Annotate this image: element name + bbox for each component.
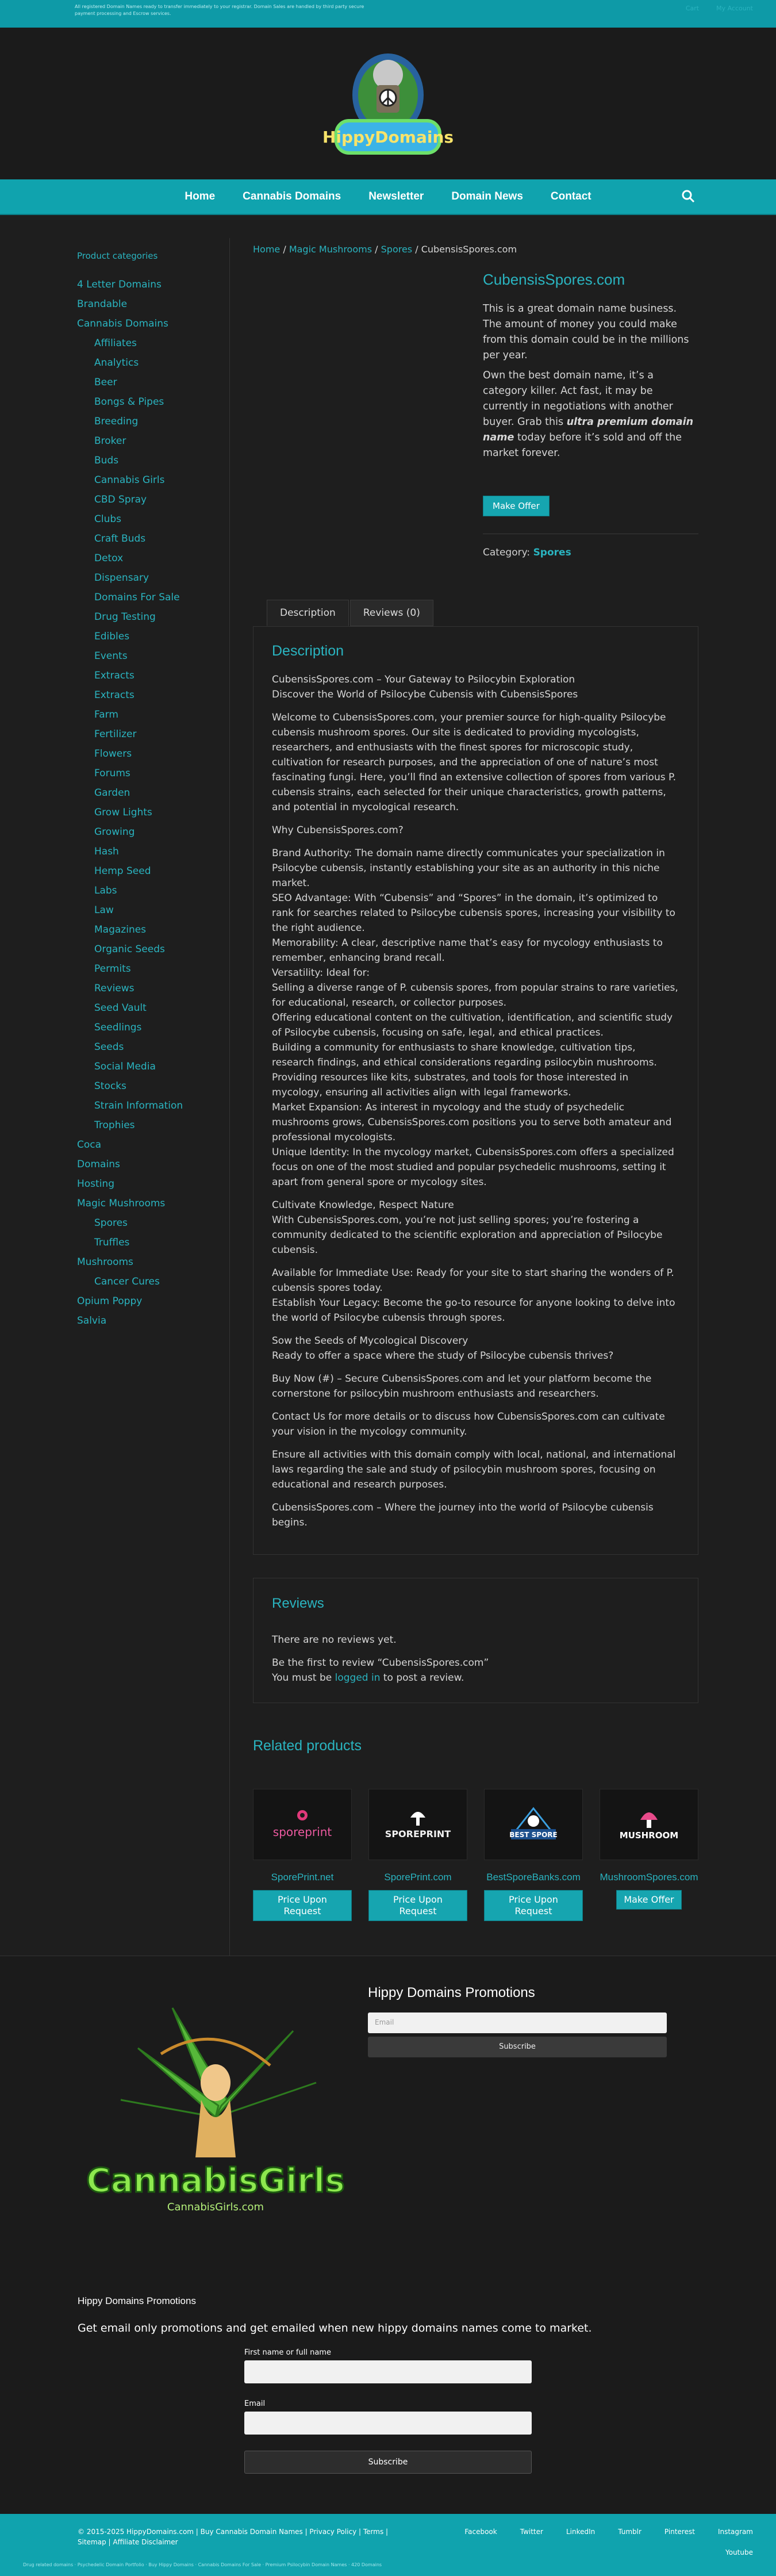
related-card (253, 1789, 352, 1921)
category-link[interactable]: Social Media (94, 1061, 156, 1072)
paragraph-gap (272, 1401, 679, 1409)
category-link[interactable]: Cancer Cures (94, 1276, 160, 1287)
tab-description[interactable]: Description (267, 600, 349, 626)
breadcrumb (253, 244, 698, 255)
newsletter-lead: Get email only promotions and get emailed when new hippy domains names come to market. (78, 2322, 592, 2334)
site-logo[interactable] (313, 40, 463, 167)
related-name[interactable]: SporePrint.net (271, 1872, 334, 1883)
product-summary-area (253, 271, 698, 558)
category-link[interactable]: Seedlings (94, 1022, 142, 1033)
description-line: With CubensisSpores.com, you’re not just selling spores; you’re fostering a community dedicated to the scientific exploration and appreciation of Psilocybe cubensis. (272, 1214, 663, 1256)
sporeprint-mushroom-icon (375, 1801, 461, 1847)
category-link[interactable]: Dispensary (94, 572, 149, 584)
description-body (272, 672, 679, 1538)
paragraph-gap (272, 1530, 679, 1538)
category-link[interactable]: Mushrooms (77, 1256, 133, 1268)
category-link[interactable]: Grow Lights (94, 807, 152, 818)
paragraph-gap (272, 1190, 679, 1198)
promo-heading: Hippy Domains Promotions (368, 1985, 535, 2000)
product-pitch (483, 368, 698, 461)
description-paragraph (272, 1371, 679, 1401)
description-line: Offering educational content on the cultivation, identification, and scientific study of Psilocybe cubensis, focusing on safe, legal, and ethical practices. (272, 1012, 673, 1038)
product-title: CubensisSpores.com (483, 271, 625, 288)
category-link[interactable]: Law (94, 904, 114, 916)
category-link[interactable]: Truffles (94, 1237, 130, 1248)
no-reviews-text: There are no reviews yet. (272, 1634, 397, 1646)
category-label: Category: (483, 547, 533, 558)
description-line: Welcome to CubensisSpores.com, your premier source for high-quality Psilocybe cubensis mushroom spores. Our site is dedicated to providing mycologists, researchers, and enthusiasts with the finest spores for microscopic study, cultivation for research purposes, and the appreciation of one of nature’s most fascinating fungi. Here, you’ll find an extensive collection of spores from various P. cubensis strains, each selected for their unique characteristics, growth patterns, and potential in mycological research. (272, 712, 676, 813)
breadcrumb-current: CubensisSpores.com (421, 244, 517, 255)
social-pinterest[interactable]: Pinterest (664, 2528, 695, 2536)
description-line: Buy Now (#) – Secure CubensisSpores.com and let your platform become the cornerstone for psilocybin mushroom enthusiasts and researchers. (272, 1373, 652, 1400)
price-upon-request-button[interactable]: Price Upon Request (253, 1890, 352, 1921)
email-input[interactable] (244, 2412, 532, 2435)
description-heading: Description (272, 643, 344, 659)
description-line: Versatility: Ideal for: (272, 967, 370, 979)
paragraph-gap (272, 702, 679, 710)
description-line: Memorability: A clear, descriptive name that’s easy for mycology enthusiasts to remember, enhancing brand recall. (272, 937, 663, 964)
top-links (686, 3, 753, 12)
related-card (368, 1789, 467, 1921)
paragraph-gap (272, 1258, 679, 1266)
description-paragraph (272, 1333, 679, 1363)
tab-reviews[interactable]: Reviews (0) (350, 600, 433, 626)
social-tumblr[interactable]: Tumblr (618, 2528, 641, 2536)
category-link[interactable]: Beer (94, 377, 117, 388)
category-link[interactable]: Domains For Sale (94, 592, 180, 603)
description-paragraph (272, 823, 679, 838)
logo-text: HippyDomains (322, 128, 454, 147)
first-review-text: Be the first to review “CubensisSpores.com” (272, 1657, 489, 1669)
product-summary (483, 271, 698, 558)
category-link[interactable]: Brandable (77, 298, 128, 310)
paragraph-gap (272, 1492, 679, 1500)
description-panel (253, 626, 698, 1555)
description-line: Unique Identity: In the mycology market, CubensisSpores.com offers a specialized focus on one of the most studied and popular psychedelic mushrooms, setting it apart from general spore or mycology sites. (272, 1147, 674, 1188)
category-link[interactable]: Spores (94, 1217, 128, 1229)
top-bar-note: All registered Domain Names ready to transfer immediately to your registrar. Domain Sales are handled by third party secure payment processing and Escrow services. (75, 4, 364, 16)
paragraph-gap (272, 1325, 679, 1333)
spacer (253, 1921, 698, 1956)
category-link[interactable]: Labs (94, 885, 117, 896)
category-link[interactable]: Magazines (94, 924, 147, 936)
best-spore-logo-text: BEST SPORE (509, 1831, 558, 1839)
description-paragraph (272, 1447, 679, 1492)
category-link[interactable]: Hemp Seed (94, 865, 151, 877)
category-link[interactable]: Seed Vault (94, 1002, 147, 1014)
promo-signup-form (368, 1985, 667, 2244)
product-tabs (267, 600, 698, 626)
newsletter-subscribe-button[interactable]: Subscribe (244, 2451, 532, 2474)
breadcrumb-sep: / (372, 244, 381, 255)
category-link[interactable]: Flowers (94, 748, 132, 760)
description-paragraph (272, 1198, 679, 1258)
site-header (0, 28, 776, 179)
cannabis-leaf-icon (75, 1985, 356, 2244)
category-link[interactable]: Drug Testing (94, 611, 156, 623)
make-offer-button[interactable]: Make Offer (616, 1890, 681, 1910)
main-content (230, 238, 776, 1956)
description-line: Discover the World of Psilocybe Cubensis with CubensisSpores (272, 689, 578, 700)
breadcrumb-sep: / (280, 244, 289, 255)
pitch-emphasis: ultra premium domain name (483, 416, 694, 443)
content-wrap (0, 215, 776, 1956)
description-paragraph (272, 672, 679, 702)
category-link[interactable]: Seeds (94, 1041, 124, 1053)
hippy-logo-icon (313, 40, 463, 167)
promo-subscribe-button[interactable]: Subscribe (368, 2037, 667, 2057)
login-prompt-start: You must be (272, 1672, 335, 1684)
mushroom-logo-icon (606, 1801, 692, 1847)
best-spore-badge-icon (490, 1801, 577, 1847)
description-line: Brand Authority: The domain name directly communicates your specialization in Psilocybe cubensis, instantly establishing your site as an authority in this niche market. (272, 848, 665, 889)
product-image (253, 271, 483, 518)
category-link[interactable]: Permits (94, 963, 131, 975)
related-card (600, 1789, 698, 1921)
category-link[interactable]: Forums (94, 768, 130, 779)
pitch-text-end: today before it’s sold and off the market forever. (483, 432, 682, 459)
category-link[interactable]: Bongs & Pipes (94, 396, 164, 408)
related-heading: Related products (253, 1738, 362, 1754)
category-link[interactable]: Stocks (94, 1080, 126, 1092)
category-link[interactable]: Hosting (77, 1178, 114, 1190)
related-thumb-mushroomspores[interactable] (600, 1789, 698, 1860)
category-link[interactable]: CBD Spray (94, 494, 147, 505)
category-link[interactable]: Cannabis Girls (94, 474, 165, 486)
category-link[interactable]: Strain Information (94, 1100, 183, 1111)
category-link[interactable]: Extracts (94, 670, 135, 681)
product-category (483, 534, 698, 558)
newsletter-section (0, 2278, 776, 2514)
description-paragraph (272, 710, 679, 815)
category-list (77, 275, 218, 1331)
category-link[interactable]: Breeding (94, 416, 139, 427)
category-link[interactable]: Coca (77, 1139, 102, 1151)
category-link[interactable]: Extracts (94, 689, 135, 701)
category-link[interactable]: Detox (94, 553, 124, 564)
description-line: CubensisSpores.com – Your Gateway to Psilocybin Exploration (272, 674, 575, 685)
paragraph-gap (272, 815, 679, 823)
description-paragraph (272, 1409, 679, 1439)
product-intro: This is a great domain name business. The amount of money you could make from this domain could be in the millions per year. (483, 303, 689, 361)
category-link[interactable]: Cannabis Domains (77, 318, 168, 329)
related-thumb-sporeprint-com[interactable] (368, 1789, 467, 1860)
make-offer-button[interactable]: Make Offer (483, 496, 550, 516)
paragraph-gap (272, 1439, 679, 1447)
pitch-text: Own the best domain name, it’s a category killer. Act fast, it may be currently in negotiations with another buyer. Grab this (483, 370, 673, 428)
category-link[interactable]: Magic Mushrooms (77, 1198, 166, 1209)
breadcrumb-spores[interactable]: Spores (381, 244, 413, 255)
main-nav (0, 179, 776, 215)
category-link[interactable]: 4 Letter Domains (77, 279, 162, 290)
nav-cannabis-domains[interactable]: Cannabis Domains (243, 190, 341, 202)
related-products (253, 1738, 698, 1921)
description-line: Why CubensisSpores.com? (272, 825, 404, 836)
description-paragraph (272, 1266, 679, 1325)
social-linkedin[interactable]: LinkedIn (566, 2528, 596, 2536)
category-link[interactable]: Craft Buds (94, 533, 146, 545)
login-link[interactable]: logged in (335, 1672, 381, 1684)
my-account-link[interactable]: My Account (716, 5, 753, 12)
category-link[interactable]: Garden (94, 787, 130, 799)
breadcrumb-sep: / (412, 244, 421, 255)
footer-bar (0, 2514, 776, 2576)
category-link[interactable]: Fertilizer (94, 729, 137, 740)
footer-fine-print: Drug related domains · Psychedelic Domain Portfolio · Buy Hippy Domains · Cannabis Domains For Sale · Premium Psilocybin Domain Names · 420 Domains (23, 2562, 382, 2567)
description-line: CubensisSpores.com – Where the journey into the world of Psilocybe cubensis begins. (272, 1502, 654, 1528)
first-name-input[interactable] (244, 2360, 532, 2383)
paragraph-gap (272, 838, 679, 846)
social-twitter[interactable]: Twitter (520, 2528, 543, 2536)
related-name[interactable]: BestSporeBanks.com (486, 1872, 581, 1883)
category-link[interactable]: Growing (94, 826, 135, 838)
category-link[interactable]: Hash (94, 846, 119, 857)
social-links (464, 2528, 753, 2536)
category-link[interactable]: Farm (94, 709, 118, 720)
description-line: Contact Us for more details or to discuss how CubensisSpores.com can cultivate your vision in the mycology community. (272, 1411, 665, 1438)
related-name[interactable]: SporePrint.com (384, 1872, 452, 1883)
category-link[interactable]: Affiliates (94, 338, 137, 349)
category-link[interactable]: Organic Seeds (94, 944, 165, 955)
sidebar (0, 238, 230, 1956)
category-link[interactable]: Clubs (94, 513, 122, 525)
mushroom-logo-text: MUSHROOM (619, 1830, 679, 1841)
category-link[interactable]: Opium Poppy (77, 1295, 143, 1307)
promo-section (0, 1956, 776, 2278)
banner-subtitle: CannabisGirls.com (167, 2201, 264, 2213)
cannabis-girls-banner[interactable] (75, 1985, 356, 2244)
description-line: Ensure all activities with this domain comply with local, national, and international laws regarding the sale and study of psilocybin mushroom spores, focusing on educational and research purposes. (272, 1449, 676, 1490)
category-link[interactable]: Edibles (94, 631, 130, 642)
reviews-panel (253, 1578, 698, 1703)
related-thumb-sporeprint-net[interactable] (253, 1789, 352, 1860)
sidebar-heading: Product categories (77, 251, 158, 261)
social-facebook[interactable]: Facebook (464, 2528, 497, 2536)
price-upon-request-button[interactable]: Price Upon Request (368, 1890, 467, 1921)
description-line: SEO Advantage: With “Cubensis” and “Spores” in the domain, it’s optimized to rank for searches related to Psilocybe cubensis spores, increasing your visibility to the right audience. (272, 892, 675, 934)
description-line: Establish Your Legacy: Become the go-to resource for anyone looking to delve into the world of Psilocybe cubensis through spores. (272, 1297, 675, 1324)
newsletter-heading: Hippy Domains Promotions (78, 2295, 196, 2306)
newsletter-form (244, 2348, 532, 2474)
category-link[interactable]: Buds (94, 455, 119, 466)
category-link[interactable]: Analytics (94, 357, 139, 369)
email-label: Email (244, 2399, 266, 2408)
nav-home[interactable]: Home (185, 190, 216, 202)
nav-domain-news[interactable]: Domain News (451, 190, 523, 202)
search-icon[interactable] (681, 189, 696, 204)
nav-newsletter[interactable]: Newsletter (368, 190, 424, 202)
category-link-spores[interactable]: Spores (533, 547, 571, 558)
promo-email-input[interactable]: Email (368, 2012, 667, 2033)
paragraph-gap (272, 1363, 679, 1371)
breadcrumb-magic-mushrooms[interactable]: Magic Mushrooms (289, 244, 372, 255)
category-link[interactable]: Broker (94, 435, 126, 447)
price-upon-request-button[interactable]: Price Upon Request (484, 1890, 583, 1921)
description-line: Ready to offer a space where the study of Psilocybe cubensis thrives? (272, 1350, 614, 1362)
nav-contact[interactable]: Contact (550, 190, 591, 202)
top-bar (0, 0, 776, 28)
social-instagram[interactable]: Instagram (717, 2528, 753, 2536)
sporeprint-com-logo-text: SPOREPRINT (385, 1828, 451, 1839)
login-prompt-end: to post a review. (380, 1672, 464, 1684)
banner-title: CannabisGirls (86, 2161, 345, 2200)
description-paragraph (272, 1500, 679, 1530)
description-paragraph (272, 846, 679, 1190)
first-name-label: First name or full name (244, 2348, 331, 2357)
social-youtube[interactable]: Youtube (725, 2548, 753, 2556)
description-line: Market Expansion: As interest in mycology and the study of psychedelic mushrooms grows, CubensisSpores.com positions you to serve both amateur and professional mycologists. (272, 1102, 672, 1143)
description-line: Cultivate Knowledge, Respect Nature (272, 1199, 454, 1211)
related-grid (253, 1789, 698, 1921)
category-link[interactable]: Domains (77, 1159, 120, 1170)
breadcrumb-home[interactable]: Home (253, 244, 281, 255)
description-line: Sow the Seeds of Mycological Discovery (272, 1335, 468, 1347)
reviews-heading: Reviews (272, 1596, 324, 1611)
category-link[interactable]: Reviews (94, 983, 135, 994)
related-card (484, 1789, 583, 1921)
login-prompt (272, 1670, 679, 1685)
description-line: Available for Immediate Use: Ready for your site to start sharing the wonders of P. cubensis spores today. (272, 1267, 674, 1294)
sporeprint-logo-text: sporeprint (272, 1825, 332, 1839)
cart-link[interactable]: Cart (685, 5, 700, 12)
category-link[interactable]: Salvia (77, 1315, 107, 1327)
related-name[interactable]: MushroomSpores.com (600, 1872, 698, 1883)
category-link[interactable]: Trophies (94, 1120, 135, 1131)
category-link[interactable]: Events (94, 650, 128, 662)
footer-copyright[interactable]: © 2015-2025 HippyDomains.com | Buy Cannabis Domain Names | Privacy Policy | Terms | Sitemap | Affiliate Disclaimer (78, 2528, 389, 2546)
description-line: Building a community for enthusiasts to share knowledge, cultivation tips, research findings, and ethical considerations regarding psilocybin mushrooms. (272, 1042, 657, 1068)
description-line: Selling a diverse range of P. cubensis spores, from popular strains to rare varieties, for educational, research, or collector purposes. (272, 982, 678, 1009)
sporeprint-logo-icon (259, 1801, 345, 1847)
related-thumb-bestsporebanks[interactable] (484, 1789, 583, 1860)
description-line: Providing resources like kits, substrates, and tools for those interested in mycology, ensuring all activities align with legal frameworks. (272, 1072, 629, 1098)
